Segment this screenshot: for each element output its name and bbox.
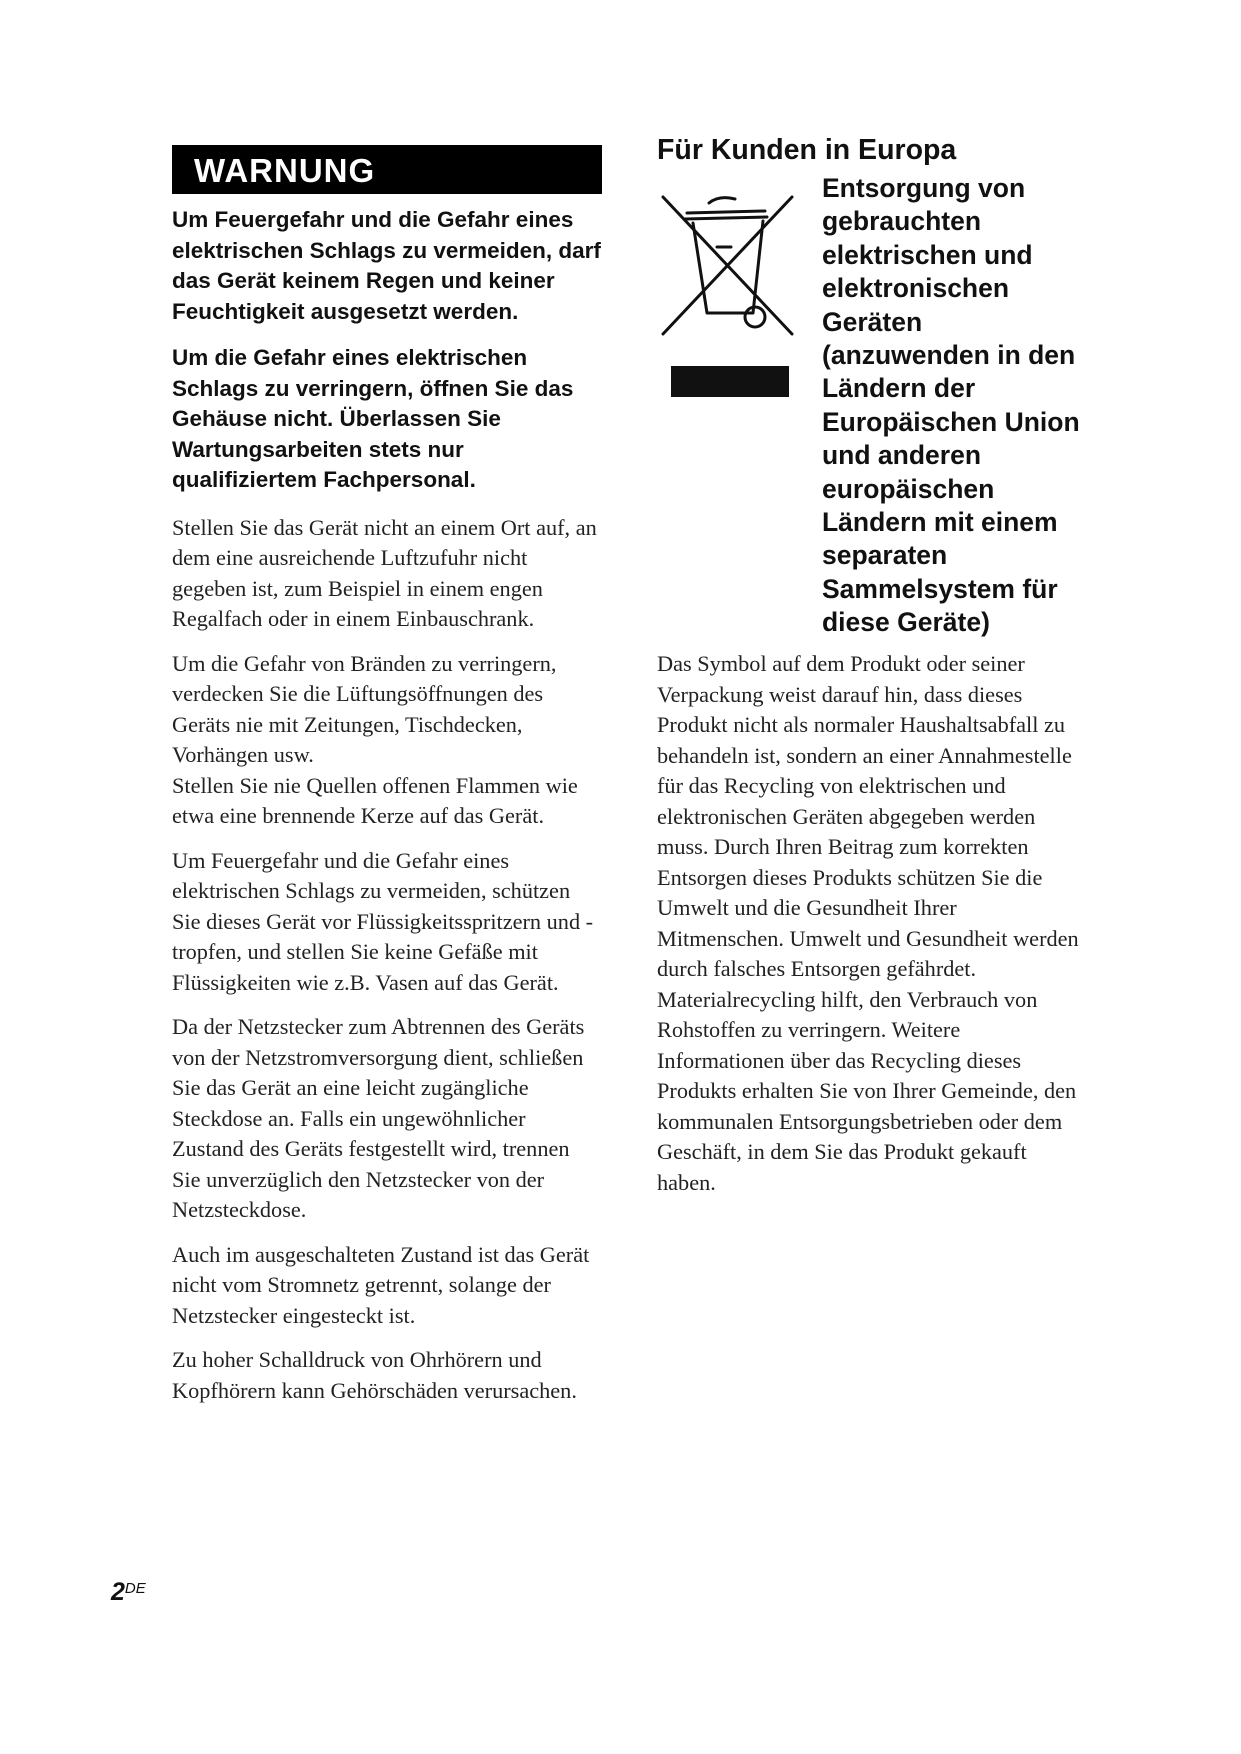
safety-paragraph-plug: Da der Netzstecker zum Abtrennen des Geräts von der Netzstromversorgung dient, schließen Sie das Gerät an eine leicht zugängliche Steckdose an. Falls ein ungewöhnlicher Zustand des Geräts festgestellt wird, trennen Sie unverzüglich den Netzstecker von der Netzsteckdose. (172, 1014, 585, 1222)
right-body-block (657, 649, 1082, 1198)
page-language-suffix: DE (124, 1580, 146, 1597)
weee-symbol (657, 189, 797, 539)
safety-paragraph-hearing: Zu hoher Schalldruck von Ohrhörern und Kopfhörern kann Gehörschäden verursachen. (172, 1347, 577, 1403)
page-number (111, 1578, 146, 1607)
page-number-value: 2 (111, 1578, 125, 1606)
right-column (657, 133, 1080, 1195)
subtitle-block (822, 172, 1097, 640)
warning-bold-paragraph-2: Um die Gefahr eines elektrischen Schlags zu verringern, öffnen Sie das Gehäuse nicht. Überlassen Sie Wartungsarbeiten stets nur qualifiziertem Fachpersonal. (172, 345, 574, 492)
section-title: Für Kunden in Europa (657, 134, 957, 166)
safety-paragraph-fire: Um die Gefahr von Bränden zu verringern, verdecken Sie die Lüftungsöffnungen des Geräts nie mit Zeitungen, Tischdecken, Vorhängen usw. (172, 650, 557, 767)
crossed-out-wheelie-bin-icon (657, 189, 797, 409)
safety-paragraph-flames: Stellen Sie nie Quellen offenen Flammen wie etwa eine brennende Kerze auf das Gerät. (172, 772, 578, 828)
warning-bold-paragraph-1: Um Feuergefahr und die Gefahr eines elektrischen Schlags zu vermeiden, darf das Gerät keinem Regen und keiner Feuchtigkeit ausgesetzt werden. (172, 207, 601, 324)
section-subtitle: Entsorgung von gebrauchten elektrischen und elektronischen Geräten (anzuwenden in den Ländern der Europäischen Union und anderen europäischen Ländern mit einem separaten Sammelsystem für diese Geräte) (822, 173, 1080, 638)
disposal-paragraph: Das Symbol auf dem Produkt oder seiner Verpackung weist darauf hin, dass dieses Produkt nicht als normaler Haushaltsabfall zu behandeln ist, sondern an einer Annahmestelle für das Recycling von elektrischen und elektronischen Geräten abgegeben werden muss. Durch Ihren Beitrag zum korrekten Entsorgen dieses Produkts schützen Sie die Umwelt und die Gesundheit Ihrer Mitmenschen. Umwelt und Gesundheit werden durch falsches Entsorgen gefährdet. Materialrecycling hilft, den Verbrauch von Rohstoffen zu verringern. Weitere Informationen über das Recycling dieses Produkts erhalten Sie von Ihrer Gemeinde, den kommunalen Entsorgungsbetrieben oder dem Geschäft, in dem Sie das Produkt gekauft haben. (657, 651, 1079, 1195)
warning-heading: WARNUNG (172, 145, 602, 194)
safety-paragraph-ventilation: Stellen Sie das Gerät nicht an einem Ort auf, an dem eine ausreichende Luftzufuhr nicht gegeben ist, zum Beispiel in einem engen Regalfach oder in einem Einbauschrank. (172, 514, 597, 631)
left-column (172, 145, 602, 1406)
safety-paragraph-liquids: Um Feuergefahr und die Gefahr eines elektrischen Schlags zu vermeiden, schützen Sie dieses Gerät vor Flüssigkeitsspritzern und -tropfen, und stellen Sie keine Gefäße mit Flüssigkeiten wie z.B. Vasen auf das Gerät. (172, 847, 594, 995)
safety-paragraph-standby: Auch im ausgeschalteten Zustand ist das Gerät nicht vom Stromnetz getrennt, solange der Netzstecker eingesteckt ist. (172, 1241, 590, 1328)
